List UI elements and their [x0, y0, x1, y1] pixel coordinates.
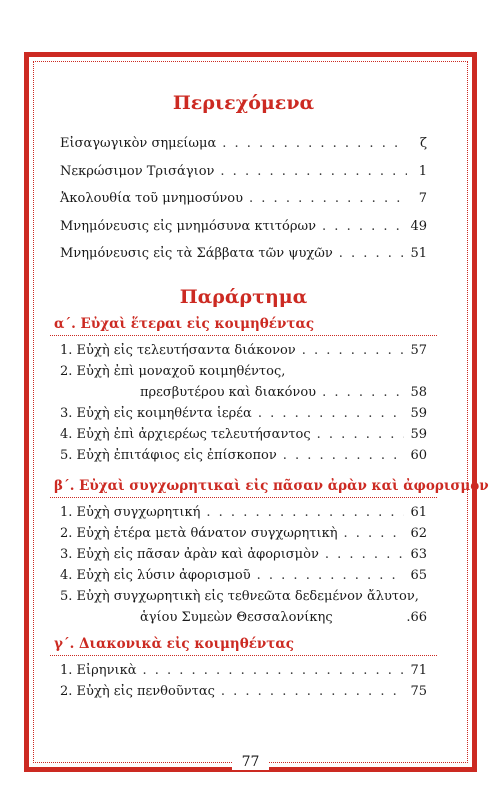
toc-entry-label: Μνημόνευσις εἰς μνημόσυνα κτιτόρων	[60, 218, 317, 234]
toc-entry-label: Νεκρώσιμον Τρισάγιον	[60, 163, 215, 179]
toc-entry	[60, 586, 427, 607]
section-heading: α΄. Εὐχαὶ ἕτεραι εἰς κοιμηθέντας	[54, 315, 315, 332]
toc-entry-label	[60, 502, 200, 523]
dot-leader	[302, 340, 405, 361]
toc-entry-page: 7	[418, 191, 427, 206]
section-divider	[50, 655, 437, 656]
dot-leader	[222, 130, 407, 158]
entry-text: Εὐχὴ εἰς πενθοῦντας	[76, 683, 215, 699]
toc-entry	[60, 185, 427, 213]
toc-entry-label: Ἀκολουθία τοῦ μνημοσύνου	[60, 191, 244, 206]
dot-leader	[339, 240, 405, 268]
toc-entry-page: 57	[410, 342, 427, 358]
entry-text: Εὐχὴ ἐπὶ ἀρχιερέως τελευτήσαντος	[76, 426, 311, 442]
toc-main-list	[60, 130, 427, 268]
entry-text: Εὐχὴ συγχωρητικὴ εἰς τεθνεῶτα δεδεμένον ἄλυτον,	[76, 588, 419, 604]
dot-leader	[283, 445, 405, 466]
entry-number: 5.	[60, 588, 73, 604]
toc-entry-page: 49	[410, 218, 427, 234]
toc-entry-label	[60, 565, 251, 586]
section-divider	[50, 335, 437, 336]
toc-entry-label	[60, 361, 285, 382]
toc-entry-page: 60	[410, 447, 427, 463]
dot-leader	[325, 544, 405, 565]
toc-entry-page: 63	[410, 546, 427, 562]
toc-entry	[60, 130, 427, 158]
toc-entry	[60, 340, 427, 361]
entry-number: 3.	[60, 546, 73, 562]
entry-text: Εὐχὴ εἰς πᾶσαν ἀρὰν καὶ ἀφορισμὸν	[76, 546, 319, 562]
toc-entry-continuation	[60, 382, 427, 403]
toc-entry-continuation	[60, 607, 427, 628]
dot-leader	[249, 185, 407, 213]
dot-leader	[322, 382, 404, 403]
toc-entry-label	[60, 403, 252, 424]
entry-number: 5.	[60, 447, 73, 463]
entry-number: 1.	[60, 662, 73, 678]
page-number	[0, 752, 501, 772]
toc-entry-page: 51	[410, 246, 427, 261]
toc-entry-label	[60, 586, 419, 607]
toc-entry-page: .66	[406, 609, 427, 625]
toc-entry-label	[60, 424, 311, 445]
appendix-section-c	[54, 634, 427, 702]
toc-entry	[60, 681, 427, 702]
page-title: Περιεχόμενα	[172, 92, 315, 114]
toc-entry-label	[60, 340, 296, 361]
toc-entry-page: 59	[410, 426, 427, 442]
entry-text: Εὐχὴ εἰς κοιμηθέντα ἱερέα	[76, 405, 252, 421]
toc-entry-label	[60, 681, 215, 702]
appendix-section-a	[54, 314, 427, 466]
toc-entry-label: ἁγίου Συμεὼν Θεσσαλονίκης	[140, 609, 333, 625]
entry-number: 2.	[60, 525, 73, 541]
dot-leader	[317, 424, 405, 445]
entry-number: 1.	[60, 504, 73, 520]
entry-number: 4.	[60, 567, 73, 583]
toc-entry-page: 71	[410, 662, 427, 678]
toc-entry	[60, 158, 427, 186]
dot-leader	[221, 681, 405, 702]
toc-entry	[60, 523, 427, 544]
section-heading: β΄. Εὐχαὶ συγχωρητικαὶ εἰς πᾶσαν ἀρὰν καὶ ἀφορισμὸν	[54, 477, 489, 494]
toc-entry	[60, 424, 427, 445]
dot-leader	[257, 565, 405, 586]
section-heading: γ΄. Διακονικὰ εἰς κοιμηθέντας	[54, 635, 294, 652]
appendix-section-b	[54, 476, 489, 628]
entry-text: Εὐχὴ ἑτέρα μετὰ θάνατον συγχωρητικὴ	[76, 525, 338, 541]
toc-entry-page: 61	[410, 504, 427, 520]
toc-entry-label	[60, 660, 136, 681]
table-of-contents	[54, 90, 489, 702]
entry-text: Εὐχὴ εἰς λύσιν ἀφορισμοῦ	[76, 567, 251, 583]
entry-number: 1.	[60, 342, 73, 358]
dot-leader	[322, 213, 404, 241]
dot-leader	[206, 502, 404, 523]
toc-entry-page: 62	[410, 525, 427, 541]
toc-entry	[60, 544, 427, 565]
entry-number: 3.	[60, 405, 73, 421]
toc-entry-label: πρεσβυτέρου καὶ διακόνου	[140, 384, 317, 400]
toc-entry	[60, 361, 427, 382]
toc-entry	[60, 565, 427, 586]
dot-leader	[220, 158, 407, 186]
entry-text: Εὐχὴ ἐπὶ μοναχοῦ κοιμηθέντος,	[76, 363, 286, 379]
dot-leader	[258, 403, 405, 424]
entry-text: Εἰρηνικὰ	[76, 662, 137, 678]
toc-entry-page: 59	[410, 405, 427, 421]
entry-text: Εὐχὴ εἰς τελευτήσαντα διάκονον	[76, 342, 296, 358]
toc-entry	[60, 240, 427, 268]
toc-entry-page: 65	[410, 567, 427, 583]
toc-entry-page: 58	[410, 384, 427, 400]
entry-text: Εὐχὴ ἐπιτάφιος εἰς ἐπίσκοπον	[76, 447, 277, 463]
entry-number: 2.	[60, 363, 73, 379]
toc-entry	[60, 660, 427, 681]
entry-number: 4.	[60, 426, 73, 442]
toc-entry-label	[60, 523, 337, 544]
entry-number: 2.	[60, 683, 73, 699]
toc-entry	[60, 213, 427, 241]
page-number-text: 77	[232, 754, 270, 770]
toc-entry	[60, 445, 427, 466]
toc-entry-page: ζ	[419, 136, 427, 151]
toc-entry	[60, 502, 427, 523]
entry-text: Εὐχὴ συγχωρητική	[76, 504, 201, 520]
dot-leader	[142, 660, 404, 681]
section-divider	[50, 497, 437, 498]
toc-entry-label	[60, 544, 319, 565]
toc-entry-page: 75	[410, 683, 427, 699]
toc-entry-label: Εἰσαγωγικὸν σημείωμα	[60, 136, 217, 151]
toc-entry-label: Μνημόνευσις εἰς τὰ Σάββατα τῶν ψυχῶν	[60, 246, 333, 261]
toc-entry-label	[60, 445, 277, 466]
toc-entry-page: 1	[418, 163, 427, 179]
appendix-title: Παράρτημα	[179, 285, 308, 308]
dot-leader	[343, 523, 404, 544]
toc-entry	[60, 403, 427, 424]
